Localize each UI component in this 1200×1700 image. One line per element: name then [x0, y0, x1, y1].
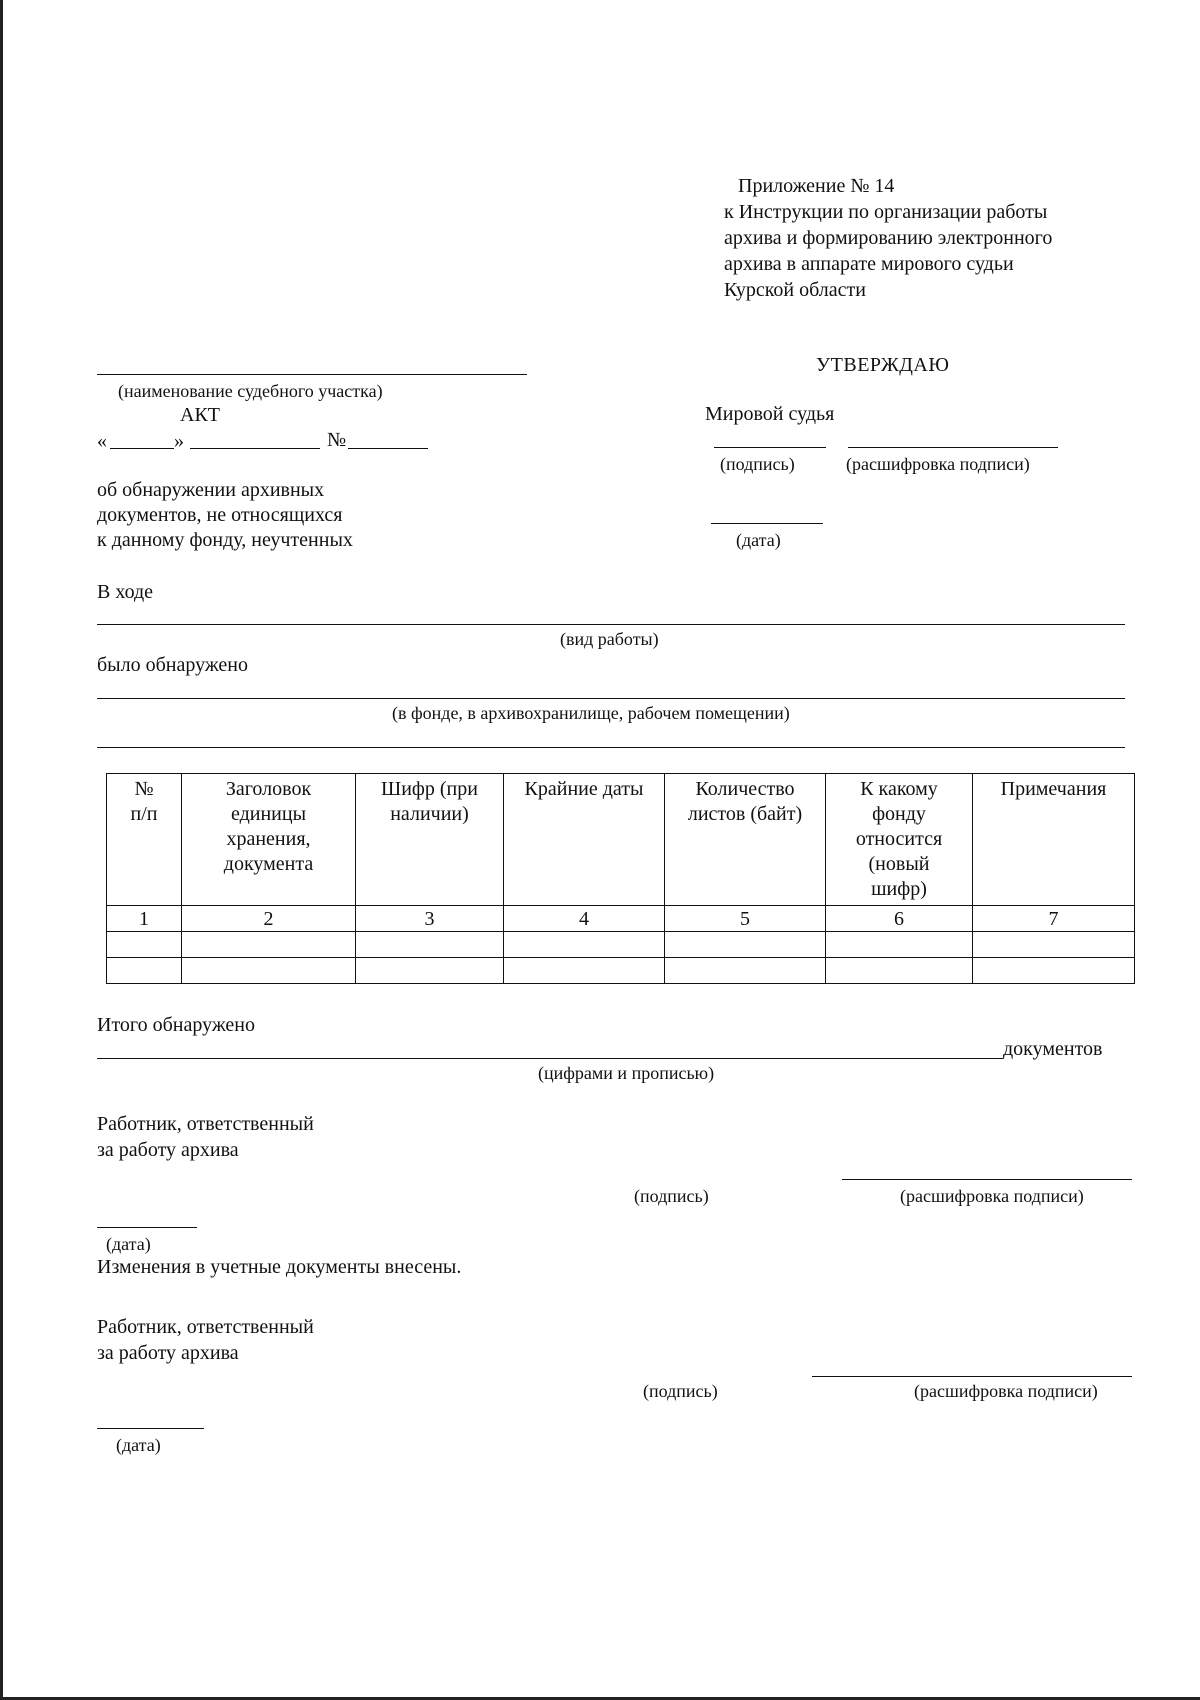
appendix-line-3: архива в аппарате мирового судьи	[724, 253, 1014, 275]
table-cell	[665, 958, 826, 984]
column-header: Количество листов (байт)	[665, 774, 826, 906]
column-number: 2	[182, 906, 356, 932]
column-header: Примечания	[973, 774, 1135, 906]
changes-note: Изменения в учетные документы внесены.	[97, 1256, 462, 1278]
approval-date-caption: (дата)	[736, 530, 781, 550]
signer2-date-line	[97, 1428, 204, 1429]
work-type-line	[97, 624, 1125, 625]
table-cell	[356, 932, 504, 958]
act-day-line	[110, 448, 174, 449]
column-number: 6	[826, 906, 973, 932]
column-number: 5	[665, 906, 826, 932]
column-header: Заголовок единицы хранения, документа	[182, 774, 356, 906]
table-cell	[107, 958, 182, 984]
location-caption: (в фонде, в архивохранилище, рабочем помещении)	[392, 703, 790, 723]
act-title: АКТ	[180, 404, 220, 426]
approval-heading: УТВЕРЖДАЮ	[816, 354, 950, 376]
table-cell	[504, 932, 665, 958]
table-cell	[356, 958, 504, 984]
table-cell	[182, 958, 356, 984]
table-cell	[826, 958, 973, 984]
table-row	[107, 958, 1135, 984]
approval-signature-caption: (подпись)	[720, 454, 795, 474]
column-number: 7	[973, 906, 1135, 932]
act-subject-line-3: к данному фонду, неучтенных	[97, 529, 353, 551]
table-cell	[665, 932, 826, 958]
table-cell	[973, 932, 1135, 958]
table-cell	[973, 958, 1135, 984]
location-line	[97, 698, 1125, 699]
appendix-line-4: Курской области	[724, 279, 866, 301]
signer1-line-2: за работу архива	[97, 1139, 239, 1161]
signer1-line-1: Работник, ответственный	[97, 1113, 314, 1135]
total-documents-unit: документов	[1003, 1038, 1103, 1060]
table-row	[107, 932, 1135, 958]
documents-table	[106, 773, 1135, 984]
column-number-row	[107, 906, 1135, 932]
court-name-caption: (наименование судебного участка)	[118, 381, 383, 401]
approval-signature-line	[714, 447, 826, 448]
column-number: 3	[356, 906, 504, 932]
column-header: Шифр (при наличии)	[356, 774, 504, 906]
signer1-signature-caption: (подпись)	[634, 1186, 709, 1206]
column-header: К какому фонду относится (новый шифр)	[826, 774, 973, 906]
date-quote-open: «	[97, 430, 107, 452]
act-number-sign: №	[327, 429, 347, 451]
act-month-line	[190, 448, 320, 449]
approval-position: Мировой судья	[705, 403, 835, 425]
signer2-line-2: за работу архива	[97, 1342, 239, 1364]
total-count-line	[97, 1058, 1003, 1059]
table-cell	[826, 932, 973, 958]
column-number: 4	[504, 906, 665, 932]
total-found-label: Итого обнаружено	[97, 1014, 255, 1036]
in-course-label: В ходе	[97, 581, 154, 603]
approval-transcript-line	[848, 447, 1058, 448]
work-type-caption: (вид работы)	[560, 629, 659, 649]
signer2-line-1: Работник, ответственный	[97, 1316, 314, 1338]
found-label: было обнаружено	[97, 654, 248, 676]
approval-date-line	[711, 523, 823, 524]
column-number: 1	[107, 906, 182, 932]
act-subject-line-1: об обнаружении архивных	[97, 479, 325, 501]
signer1-transcript-caption: (расшифровка подписи)	[900, 1186, 1084, 1206]
table-cell	[182, 932, 356, 958]
scan-left-edge	[0, 0, 3, 1700]
signer1-date-line	[97, 1227, 197, 1228]
signer2-transcript-caption: (расшифровка подписи)	[914, 1381, 1098, 1401]
date-quote-close: »	[174, 430, 184, 452]
approval-transcript-caption: (расшифровка подписи)	[846, 454, 1030, 474]
act-number-line	[348, 448, 428, 449]
signer2-signature-caption: (подпись)	[643, 1381, 718, 1401]
appendix-line-1: к Инструкции по организации работы	[724, 201, 1048, 223]
signer1-date-caption: (дата)	[106, 1234, 151, 1254]
act-subject-line-2: документов, не относящихся	[97, 504, 343, 526]
court-name-line	[97, 374, 527, 375]
column-header: Крайние даты	[504, 774, 665, 906]
column-header: № п/п	[107, 774, 182, 906]
appendix-line-2: архива и формированию электронного	[724, 227, 1053, 249]
table-cell	[504, 958, 665, 984]
table-cell	[107, 932, 182, 958]
signer1-transcript-line	[842, 1179, 1132, 1180]
table-header-row	[107, 774, 1135, 906]
signer2-date-caption: (дата)	[116, 1435, 161, 1455]
signer2-transcript-line	[812, 1376, 1132, 1377]
appendix-title: Приложение № 14	[738, 175, 895, 197]
location-line-2	[97, 747, 1125, 748]
total-caption: (цифрами и прописью)	[538, 1063, 715, 1083]
